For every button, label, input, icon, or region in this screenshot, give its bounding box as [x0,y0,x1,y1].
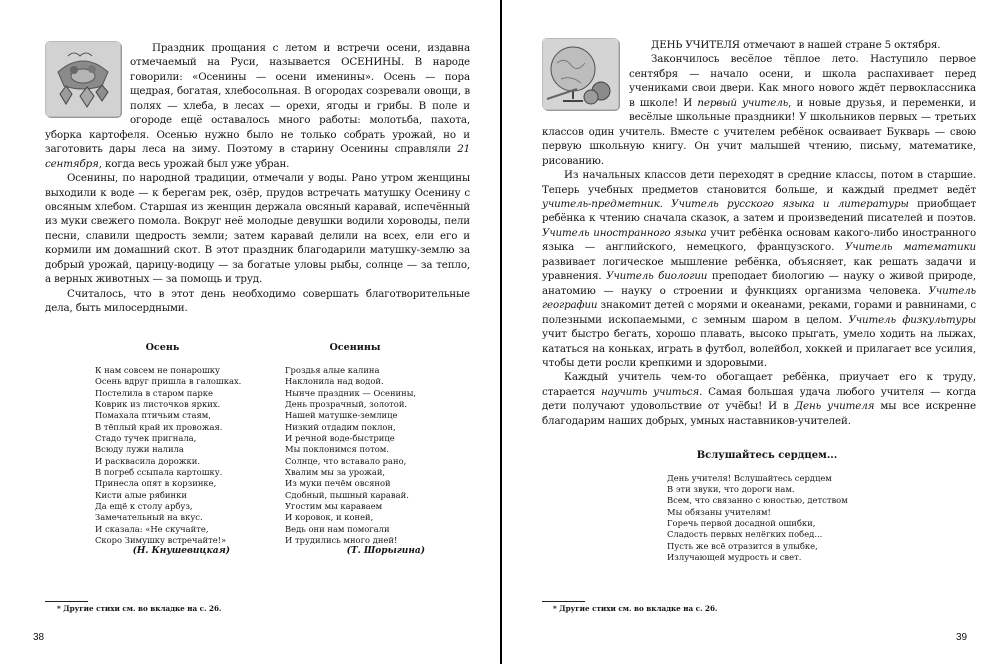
left-prose [45,41,470,316]
footnote-rule [45,601,88,602]
poem-line: Хвалим мы за урожай, [285,467,386,478]
paragraph [45,171,470,287]
paragraph [542,370,976,428]
text-run: . Самая большая удача любого учителя — когда дети получают удовольствие от учёбы! И в [542,385,976,413]
poem-vslushaytes [667,450,867,563]
text-run: Считалось, что в этот день необходимо совершать благотворительные дела, быть милосердными. [45,287,470,315]
poem-line: Гроздья алые калина [285,364,380,375]
right-page [501,0,1000,664]
paragraph [45,287,470,316]
italic-term: Учитель физкультуры [848,313,976,326]
poem-line: Всюду лужи налила [95,444,184,455]
poem-line: Излучающей мудрость и свет. [667,551,802,562]
poem-line: Нашей матушке-землице [285,410,398,421]
poem-line: День учителя! Вслушайтесь сердцем [667,472,832,483]
italic-term: 21 сентября [45,143,470,170]
right-prose [542,38,976,428]
autumn-leaves-icon [46,42,120,116]
poem-lines [285,365,425,547]
poem-line: Наклонила над водой. [285,376,384,387]
text-run: Закончилось весёлое тёплое лето. Наступило первое сентября — начало осени, и школа распахивает перед учениками свои двери. Как много нового ждёт первоклассника в школе! И [629,53,976,109]
text-run: учит быстро бегать, хорошо плавать, высоко прыгать, умело ходить на лыжах, кататься на коньках, играть в футбол, волейбол, хоккей и прилагает все усилия, чтобы дети росли крепкими и здоровыми. [542,328,976,369]
text-run: учит ребёнка основам какого-либо иностранного языка — английского, немецкого, французского. [542,226,976,254]
poem-line: Пусть же всё отразится в улыбке, [667,540,818,551]
poem-title: Осень [145,341,180,353]
footnote: * Другие стихи см. во вкладке на с. 26. [57,604,222,613]
text-run: развивает логическое мышление ребёнка, объясняет, как решать задачи и уравнения. [542,255,976,283]
right-content [542,38,976,563]
poem-line: Скоро Зимушку встречайте!» [95,535,227,546]
poem-line: Угостим мы караваем [285,501,383,512]
text-run: отмечают в нашей стране 5 октября. [739,39,941,51]
poem-oseniny [285,342,425,558]
poem-line: И расквасила дорожки. [95,455,200,466]
poem-title: Вслушайтесь сердцем... [696,450,838,462]
poem-line: Солнце, что вставало рано, [285,455,407,466]
poem-line: Всем, что связанно с юностью, детством [667,495,848,506]
autumn-leaves-illustration [45,41,121,117]
poem-line: Постелила в старом парке [95,387,213,398]
footnote-rule [542,601,585,602]
poem-line: Низкий отдадим поклон, [285,421,396,432]
text-run: преподает биологию — науку о живой природе, анатомию — науку о строении и функциях организма человека. [542,270,976,297]
poem-line: Кисти алые рябинки [95,489,187,500]
text-run: Каждый учитель чем-то обогащает ребёнка, приучает его к труду, старается [542,371,976,398]
poem-line: Из муки печём овсяной [285,478,391,489]
poem-line: Мы поклонимся потом. [285,444,389,455]
poem-line: В тёплый край их провожая. [95,421,223,432]
text-run: . [659,197,672,210]
page-number: 39 [956,632,968,643]
poem-line: И трудились много дней! [285,535,398,546]
poem-line: Сладость первых нелёгких побед... [667,529,823,540]
poem-line: Коврик из листочков ярких. [95,398,221,409]
poem-line: Осень вдруг пришла в галошках. [95,376,242,387]
globe-icon [543,39,618,109]
paragraph [542,168,976,370]
poems-row [45,342,470,558]
italic-term: Учитель биологии [606,270,708,283]
italic-term: первый учитель [697,96,789,109]
page-number: 38 [33,632,45,643]
poem-line: К нам совсем не понарошку [95,364,220,375]
poem-lines [95,364,242,547]
poem-line: Нынче праздник — Осенины, [285,387,417,398]
italic-term: Учитель иностранного языка [542,226,707,239]
text-run: Из начальных классов дети переходят в средние классы, потом в старшие. Теперь учебных предметов становится больше, и каждый предмет ведёт [542,169,976,196]
poem-line: И коровок, и коней, [285,512,374,523]
poem-line: Принесла опят в корзинке, [95,478,217,489]
text-run: ДЕНЬ УЧИТЕЛЯ [651,39,740,51]
text-run: мы все искренне благодарим наших добрых, умных наставников-учителей. [542,400,976,427]
globe-illustration [542,38,619,110]
poem-line: Да ещё к столу арбуз, [95,501,193,512]
text-run: , когда весь урожай был уже убран. [98,157,290,170]
poem-line: И речной воде-быстрице [285,433,395,444]
poem-author: (Т. Шорыгина) [346,546,425,557]
poem-line: В эти звуки, что дороги нам. [667,483,795,494]
poem-author: (Н. Кнушевицкая) [132,546,230,557]
text-run: знакомит детей с морями и океанами, реками, горами и равнинами, с полезными ископаемыми, с земным шаром в целом. [542,299,976,326]
left-content [45,41,470,558]
italic-term: День учителя [794,400,875,413]
poem-title: Осенины [329,341,381,353]
poem-line: И сказала: «Не скучайте, [95,523,209,534]
poem-lines [667,473,867,564]
text-run: Праздник прощания с летом и встречи осени, издавна отмечаемый на Руси, называется ОСЕНИНЫ. В народе говорили: «Осенины — осени именины». Осень — пора щедрая, богатая, хлебосольная. В огородах созревали овощи, в полях — хлеба, в лесах — орехи, ягоды и грибы. В поле и огороде ещё оставалось много работы: молотьба, пахота, уборка картофеля. Осенью нужно было не только собрать урожай, но и заготовить дары леса на зиму. Поэтому в старину Осенины справляли [45,42,470,156]
poem-line: Горечь первой досадной ошибки, [667,517,816,528]
poem-line: Помахала птичьим стаям, [95,410,211,421]
poem-line: Мы обязаны учителям! [667,506,771,517]
poem-line: Ведь они нам помогали [285,523,390,534]
italic-term: учитель-предметник [542,197,660,210]
text-run: , и новые друзья, и переменки, и весёлые школьные праздники! У школьников первых — третьих классов один учитель. Вместе с учителем ребёнок осваивает Букварь — свою первую школьную книгу. Он учит малышей чтению, письму, математике, рисованию. [542,96,976,167]
text-run: приобщает ребёнка к чтению сначала сказок, а затем и произведений писателей и поэтов. [542,197,976,225]
italic-term: Учитель географии [542,284,976,312]
poem-osen [95,341,242,558]
poem-line: Сдобный, пышный каравай. [285,489,409,500]
italic-term: Учитель математики [844,241,976,254]
poem-line: Замечательный на вкус. [95,512,203,523]
italic-term: научить учиться [600,385,700,398]
poem-line: День прозрачный, золотой. [285,398,408,409]
poem-line: Стадо тучек пригнала, [95,433,197,444]
poem-line: В погреб ссыпала картошку. [95,467,223,478]
italic-term: Учитель русского языка и литературы [671,197,909,210]
text-run: Осенины, по народной традиции, отмечали у воды. Рано утром женщины выходили к воде — к берегам рек, озёр, прудов встречать матушку Осенину с овсяным хлебом. Старшая из женщин держала овсяный каравай, испечённый из муки свежего помола. Вокруг неё молодые девушки водили хороводы, пели песни, славили щедрость земли; затем каравай делили на всех, ели его и кормили им домашний скот. В этот праздник благодарили матушку-землю за добрый урожай, царицу-водицу — за богатые уловы рыбы, солнце — за тепло, а верных животных — за помощь и труд. [45,172,470,286]
footnote: * Другие стихи см. во вкладке на с. 26. [553,604,718,613]
